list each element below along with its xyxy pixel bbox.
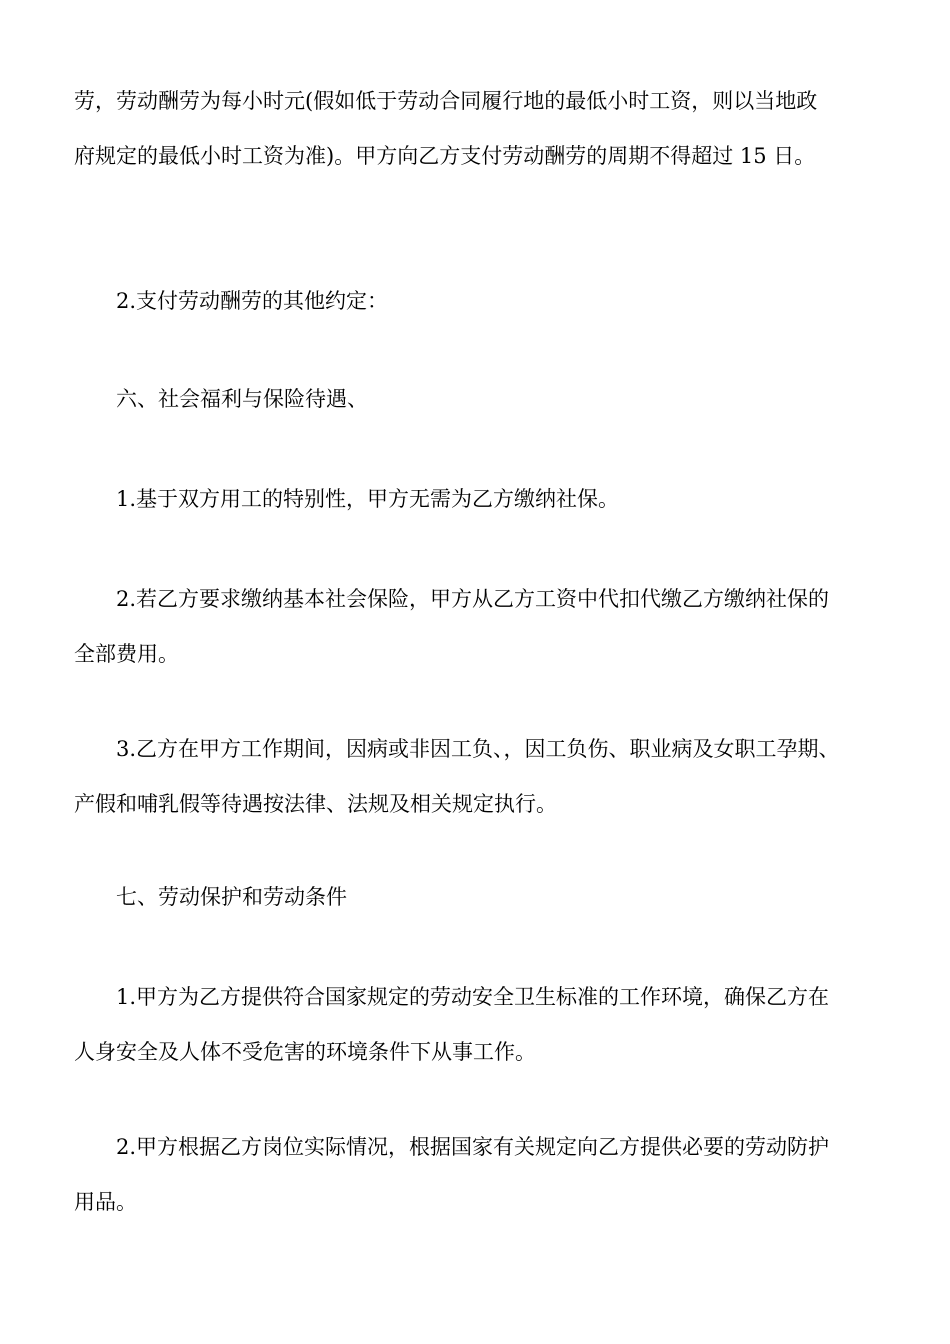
paragraph-wage-rate	[74, 74, 884, 184]
section-heading-labor-protection	[74, 870, 884, 925]
text-line: 人身安全及人体不受危害的环境条件下从事工作。	[74, 1040, 536, 1064]
text-line: 全部费用。	[74, 642, 179, 666]
paragraph-social-insurance-2	[74, 572, 884, 682]
text-line: 2.甲方根据乙方岗位实际情况，根据国家有关规定向乙方提供必要的劳动防护	[116, 1135, 830, 1159]
text-line: 1.甲方为乙方提供符合国家规定的劳动安全卫生标准的工作环境，确保乙方在	[116, 985, 830, 1009]
text-line: 2.若乙方要求缴纳基本社会保险，甲方从乙方工资中代扣代缴乙方缴纳社保的	[116, 587, 830, 611]
text-line: 六、社会福利与保险待遇、	[116, 387, 368, 411]
text-line: 2.支付劳动酬劳的其他约定：	[116, 289, 389, 313]
paragraph-social-insurance-1	[74, 472, 884, 527]
text-line: 七、劳动保护和劳动条件	[116, 885, 347, 909]
section-heading-social-welfare	[74, 372, 884, 427]
paragraph-other-wage-terms	[74, 274, 884, 329]
text-line: 产假和哺乳假等待遇按法律、法规及相关规定执行。	[74, 792, 557, 816]
text-line: 劳，劳动酬劳为每小时元(假如低于劳动合同履行地的最低小时工资，则以当地政	[74, 89, 818, 113]
paragraph-leave-benefits	[74, 722, 884, 832]
paragraph-safe-environment	[74, 970, 884, 1080]
text-line: 用品。	[74, 1190, 137, 1214]
text-line: 1.基于双方用工的特别性，甲方无需为乙方缴纳社保。	[116, 487, 620, 511]
text-line: 府规定的最低小时工资为准)。甲方向乙方支付劳动酬劳的周期不得超过 15 日。	[74, 144, 816, 168]
text-line: 3.乙方在甲方工作期间，因病或非因工负、，因工负伤、职业病及女职工孕期、	[116, 737, 840, 761]
paragraph-protective-equipment	[74, 1120, 884, 1230]
